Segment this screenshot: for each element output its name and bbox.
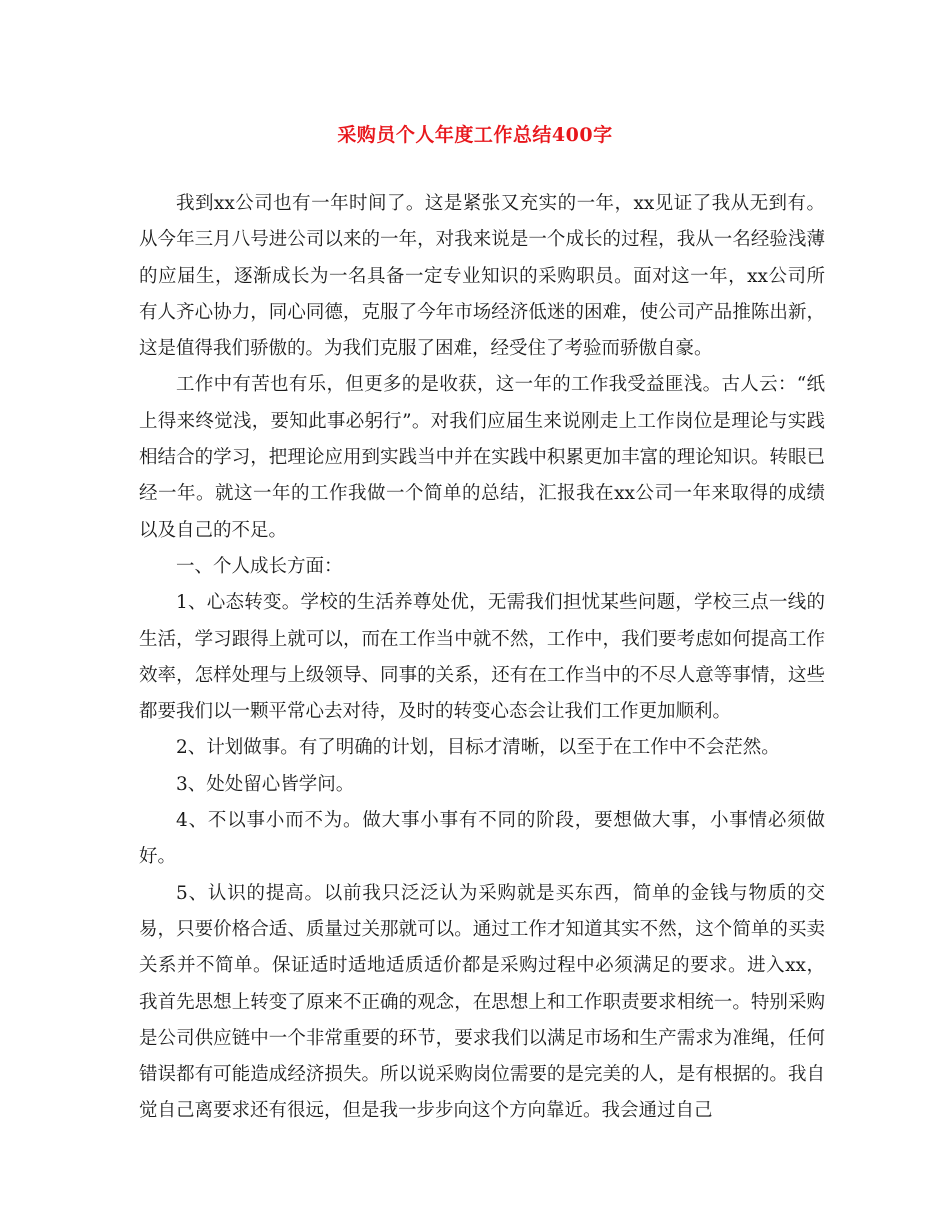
paragraph-gains: 工作中有苦也有乐，但更多的是收获，这一年的工作我受益匪浅。古人云：“纸上得来终觉浅，要知此事必躬行”。对我们应届生来说刚走上工作岗位是理论与实践相结合的学习，把理论应用到实践当中并在实践中积累更加丰富的理论知识。转眼已经一年。就这一年的工作我做一个简单的总结，汇报我在xx公司一年来取得的成绩以及自己的不足。 [139, 374, 825, 541]
document-title: 采购员个人年度工作总结400字 [337, 124, 613, 146]
document-body [139, 186, 825, 1130]
paragraph-intro: 我到xx公司也有一年时间了。这是紧张又充实的一年，xx见证了我从无到有。从今年三月八号进公司以来的一年，对我来说是一个成长的过程，我从一名经验浅薄的应届生，逐渐成长为一名具备一定专业知识的采购职员。面对这一年，xx公司所有人齐心协力，同心同德，克服了今年市场经济低迷的困难，使公司产品推陈出新，这是值得我们骄傲的。为我们克服了困难，经受住了考验而骄傲自豪。 [139, 193, 825, 360]
list-item-small-things: 4、不以事小而不为。做大事小事有不同的阶段，要想做大事，小事情必须做好。 [139, 810, 825, 868]
section-heading-personal-growth: 一、个人成长方面： [176, 555, 343, 577]
list-item-planning: 2、计划做事。有了明确的计划，目标才清晰，以至于在工作中不会茫然。 [176, 737, 780, 759]
list-item-understanding: 5、认识的提高。以前我只泛泛认为采购就是买东西，简单的金钱与物质的交易，只要价格合适、质量过关那就可以。通过工作才知道其实不然，这个简单的买卖关系并不简单。保证适时适地适质适价都是采购过程中必须满足的要求。进入xx，我首先思想上转变了原来不正确的观念，在思想上和工作职责要求相统一。特别采购是公司供应链中一个非常重要的环节，要求我们以满足市场和生产需求为准绳，任何错误都有可能造成经济损失。所以说采购岗位需要的是完美的人，是有根据的。我自觉自己离要求还有很远，但是我一步步向这个方向靠近。我会通过自己 [139, 882, 825, 1122]
list-item-mindset: 1、心态转变。学校的生活养尊处优，无需我们担忧某些问题，学校三点一线的生活，学习跟得上就可以，而在工作当中就不然，工作中，我们要考虑如何提高工作效率，怎样处理与上级领导、同事的关系，还有在工作当中的不尽人意等事情，这些都要我们以一颗平常心去对待，及时的转变心态会让我们工作更加顺利。 [139, 592, 825, 723]
list-item-attention: 3、处处留心皆学问。 [176, 773, 355, 795]
